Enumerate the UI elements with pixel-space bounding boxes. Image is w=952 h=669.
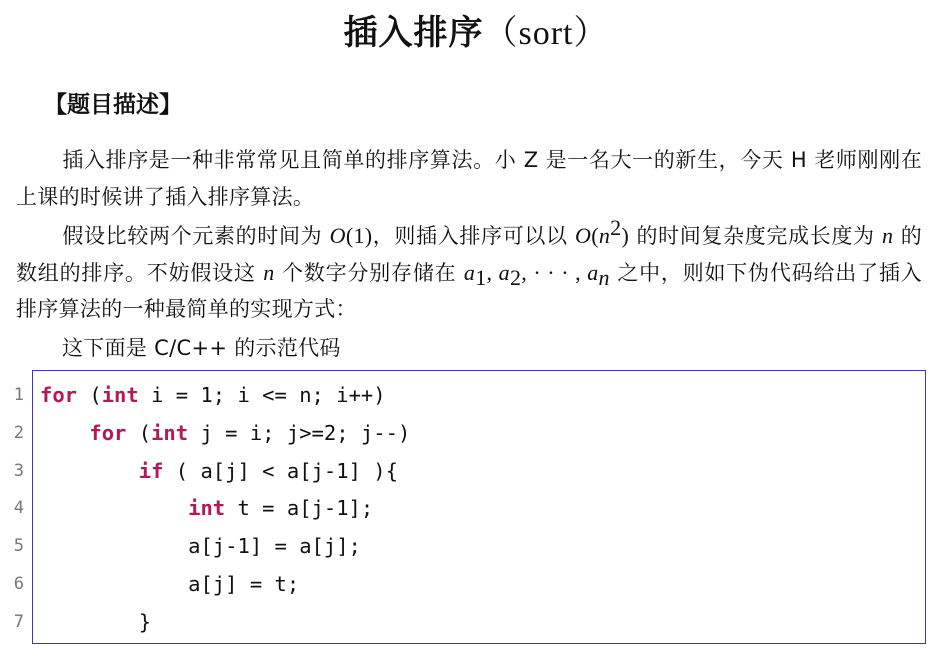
code-line (40, 528, 920, 566)
line-number: 4 (13, 498, 24, 519)
section-heading: 【题目描述】 (44, 92, 182, 118)
line-number-gutter (0, 377, 24, 642)
line-number: 3 (13, 460, 24, 481)
math-a: a (587, 259, 599, 285)
code-text: a[j-1] = a[j]; (188, 534, 361, 559)
code-indent (40, 534, 188, 558)
math-n: n (263, 259, 275, 285)
code-text: ( a[j] < a[j-1] ){ (163, 458, 398, 483)
code-text: i = 1; i <= n; i++) (138, 383, 386, 407)
math-subscript: 2 (509, 264, 522, 290)
line-number: 6 (13, 573, 24, 594)
code-keyword: int (151, 420, 189, 445)
code-line (40, 490, 920, 528)
code-keyword: int (188, 496, 226, 521)
code-line (40, 377, 920, 415)
math-paren: (1) (345, 223, 373, 248)
paragraph-code-intro-text: 这下面是 C/C++ 的示范代码 (62, 336, 341, 360)
paragraph-intro-text: 插入排序是一种非常常见且简单的排序算法。小 Z 是一名大一的新生，今天 H 老师刚刚在上课的时候讲了插入排序算法。 (16, 148, 922, 209)
code-text: t = a[j-1]; (225, 496, 374, 521)
math-paren: ( (591, 223, 599, 248)
code-line (40, 604, 920, 642)
math-subscript: n (598, 264, 610, 290)
code-text: ( (126, 420, 152, 445)
title-english: （sort） (483, 15, 609, 52)
text-run: 的时间复杂度完成长度为 (629, 224, 883, 248)
math-superscript: 2 (610, 215, 622, 240)
code-indent (40, 610, 139, 634)
text-run: 假设比较两个元素的时间为 (62, 224, 330, 248)
paragraph-code-intro (16, 330, 922, 367)
code-indent (40, 496, 188, 520)
math-a: a (498, 259, 510, 285)
code-keyword: for (89, 420, 127, 445)
text-run: 之中，则如下伪代码给出了插入排序算法的一种最简单的实现方式： (16, 260, 922, 321)
text-run: ，则插入排序可以以 (372, 224, 576, 248)
code-keyword: for (40, 383, 78, 407)
code-text: a[j] = t; (188, 571, 300, 596)
math-O: O (329, 223, 346, 248)
code-block (40, 377, 920, 642)
line-number: 7 (13, 611, 24, 632)
code-line (40, 415, 920, 453)
code-indent (40, 459, 139, 483)
code-text: ( (77, 383, 102, 407)
code-text: } (138, 609, 152, 634)
paragraph-complexity (16, 215, 922, 328)
title-chinese: 插入排序 (343, 13, 484, 53)
page-title (0, 10, 952, 57)
text-run: 的数组的排序。不妨假设这 (16, 224, 922, 285)
code-line (40, 566, 920, 604)
math-n: n (882, 223, 894, 248)
code-keyword: if (138, 458, 164, 483)
math-a: a (463, 259, 476, 285)
code-line (40, 453, 920, 491)
math-subscript: 1 (475, 264, 487, 290)
code-indent (40, 572, 188, 596)
line-number: 5 (13, 536, 24, 557)
paragraph-intro (16, 142, 922, 215)
math-paren: ) (621, 223, 630, 248)
code-keyword: int (101, 383, 139, 407)
math-n: n (598, 223, 611, 248)
math-comma: , (486, 259, 499, 285)
line-number: 2 (13, 422, 24, 443)
code-text: j = i; j>=2; j--) (188, 420, 411, 445)
code-indent (40, 421, 89, 445)
math-dots: , · · · , (521, 259, 588, 285)
math-O: O (575, 223, 592, 248)
text-run: 个数字分别存储在 (274, 260, 464, 285)
line-number: 1 (13, 385, 24, 405)
